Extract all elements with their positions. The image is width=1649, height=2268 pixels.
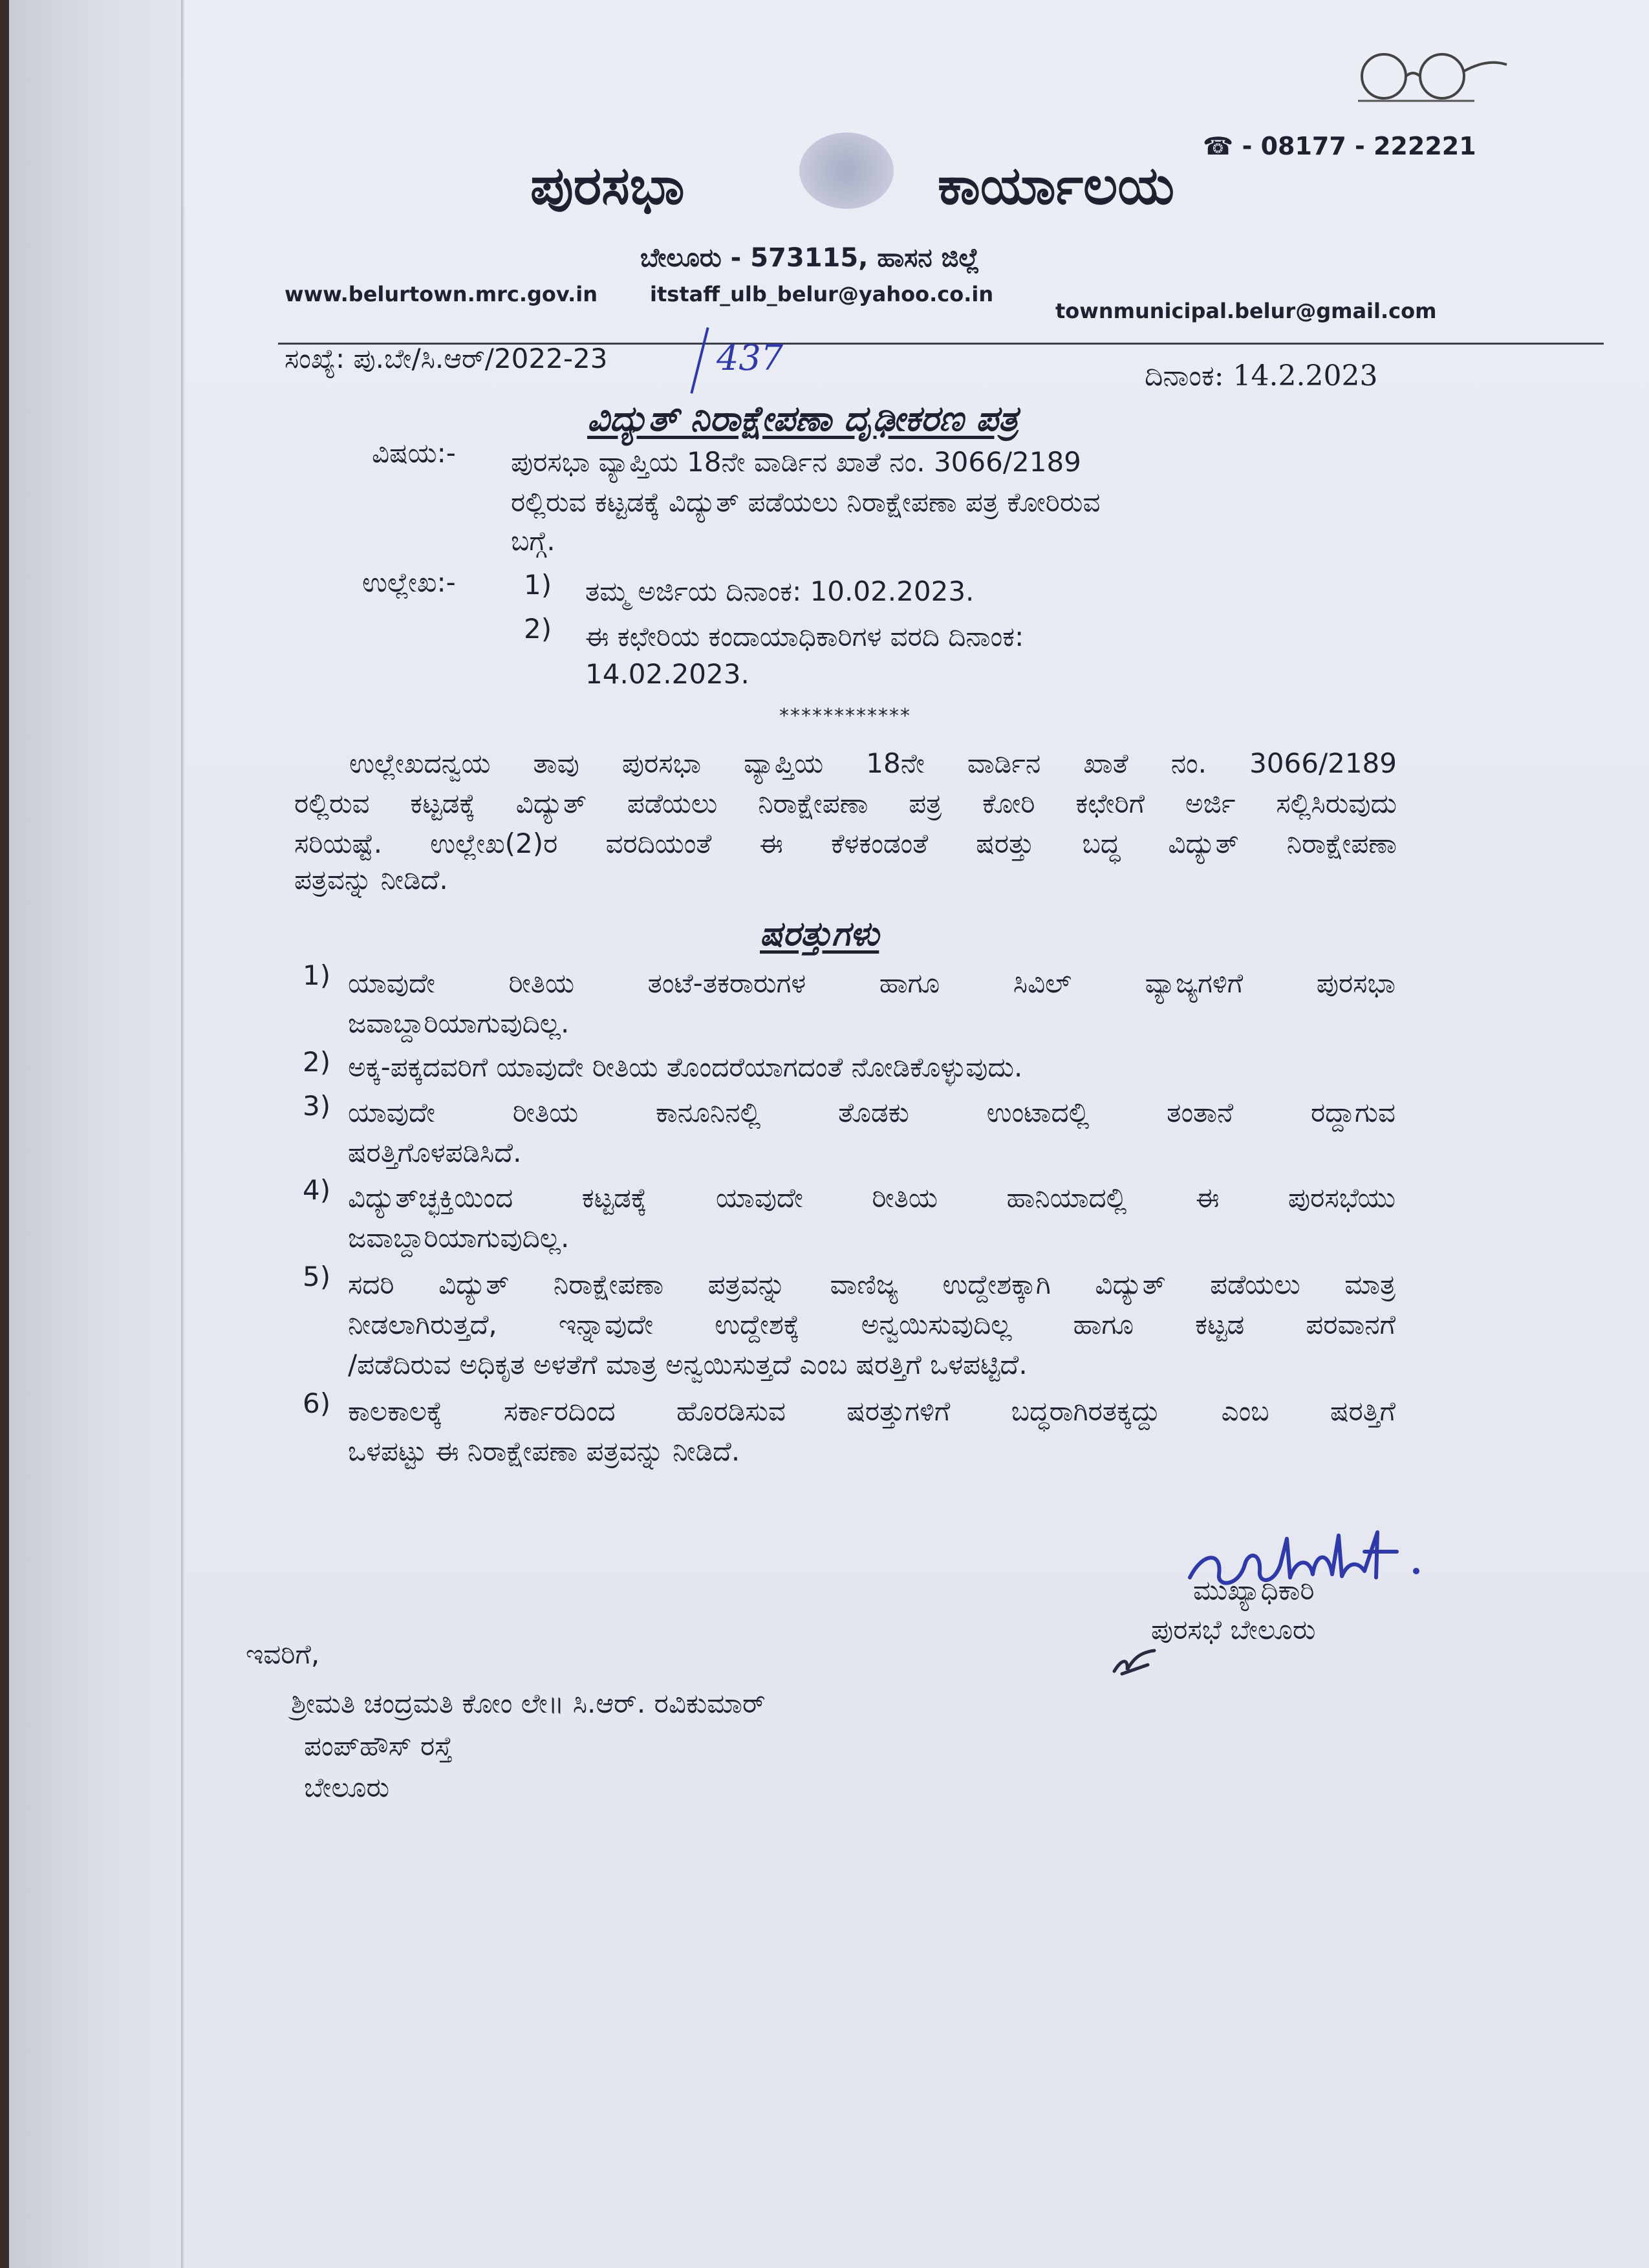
- condition-4-line-1: ವಿದ್ಯುತ್‌ಚ್ಛಕ್ತಿಯಿಂದ ಕಟ್ಟಡಕ್ಕೆ ಯಾವುದೇ ರೀತಿಯ ಹಾನಿಯಾದಲ್ಲಿ ಈ ಪುರಸಭೆಯು: [348, 1182, 1396, 1214]
- paper-fold: [181, 0, 185, 2268]
- subject-label: ವಿಷಯ:-: [372, 437, 456, 469]
- condition-3-num: 3): [303, 1090, 331, 1122]
- reference-2-date: 14.02.2023.: [585, 658, 749, 690]
- letter-date: ದಿನಾಂಕ: 14.2.2023: [1145, 359, 1378, 392]
- signatory-designation: ಮುಖ್ಯಾಧಿಕಾರಿ: [1193, 1574, 1315, 1606]
- phone-number: ☎ - 08177 - 222221: [1203, 132, 1476, 160]
- conditions-title: ಷರತ್ತುಗಳು: [760, 915, 879, 954]
- condition-6-num: 6): [303, 1387, 331, 1419]
- office-title-right: ಕಾರ್ಯಾಲಯ: [938, 155, 1175, 217]
- body-line-3: ಸರಿಯಷ್ಟೆ. ಉಲ್ಲೇಖ(2)ರ ವರದಿಯಂತೆ ಈ ಕೆಳಕಂಡಂತೆ ಷರತ್ತು ಬದ್ಧ ವಿದ್ಯುತ್ ನಿರಾಕ್ಷೇಪಣಾ: [294, 828, 1397, 859]
- reference-2-text: ಈ ಕಛೇರಿಯ ಕಂದಾಯಾಧಿಕಾರಿಗಳ ವರದಿ ದಿನಾಂಕ:: [585, 621, 1024, 652]
- reference-1-text: ತಮ್ಮ ಅರ್ಜಿಯ ದಿನಾಂಕ: 10.02.2023.: [585, 575, 975, 607]
- condition-5-line-3: /ಪಡೆದಿರುವ ಅಧಿಕೃತ ಅಳತೆಗೆ ಮಾತ್ರ ಅನ್ವಯಿಸುತ್ತದೆ ಎಂಬ ಷರತ್ತಿಗೆ ಒಳಪಟ್ಟಿದೆ.: [348, 1349, 1028, 1380]
- condition-1-line-2: ಜವಾಬ್ದಾರಿಯಾಗುವುದಿಲ್ಲ.: [348, 1007, 570, 1039]
- recipient-town: ಬೇಲೂರು: [304, 1771, 390, 1803]
- condition-6-line-1: ಕಾಲಕಾಲಕ್ಕೆ ಸರ್ಕಾರದಿಂದ ಹೊರಡಿಸುವ ಷರತ್ತುಗಳಿಗೆ ಬದ್ಧರಾಗಿರತಕ್ಕದ್ದು ಎಂಬ ಷರತ್ತಿಗೆ: [348, 1395, 1396, 1427]
- condition-4-num: 4): [303, 1174, 331, 1206]
- subject-line-1: ಪುರಸಭಾ ವ್ಯಾಪ್ತಿಯ 18ನೇ ವಾರ್ಡಿನ ಖಾತೆ ನಂ. 3066/2189: [511, 446, 1081, 478]
- office-title-left: ಪುರಸಭಾ: [530, 155, 685, 217]
- handwritten-number: 437: [717, 337, 784, 378]
- reference-2-num: 2): [524, 613, 552, 645]
- separator-stars: ************: [779, 705, 911, 727]
- condition-3-line-1: ಯಾವುದೇ ರೀತಿಯ ಕಾನೂನಿನಲ್ಲಿ ತೊಡಕು ಉಂಟಾದಲ್ಲಿ ತಂತಾನೆ ರದ್ದಾಗುವ: [348, 1097, 1396, 1128]
- email-secondary: townmunicipal.belur@gmail.com: [1055, 299, 1437, 323]
- reference-1-num: 1): [524, 569, 552, 601]
- scan-edge: [0, 0, 9, 2268]
- signatory-office: ಪುರಸಭೆ ಬೇಲೂರು: [1151, 1614, 1316, 1645]
- document-title: ವಿದ್ಯುತ್ ನಿರಾಕ್ಷೇಪಣಾ ದೃಢೀಕರಣ ಪತ್ರ: [587, 398, 1018, 439]
- municipal-emblem-icon: [799, 133, 894, 209]
- condition-6-line-2: ಒಳಪಟ್ಟು ಈ ನಿರಾಕ್ಷೇಪಣಾ ಪತ್ರವನ್ನು ನೀಡಿದೆ.: [348, 1435, 740, 1467]
- condition-2-line-1: ಅಕ್ಕ-ಪಕ್ಕದವರಿಗೆ ಯಾವುದೇ ರೀತಿಯ ತೊಂದರೆಯಾಗದಂತೆ ನೋಡಿಕೊಳ್ಳುವುದು.: [348, 1051, 1023, 1083]
- condition-5-line-1: ಸದರಿ ವಿದ್ಯುತ್ ನಿರಾಕ್ಷೇಪಣಾ ಪತ್ರವನ್ನು ವಾಣಿಜ್ಯ ಉದ್ದೇಶಕ್ಕಾಗಿ ವಿದ್ಯುತ್ ಪಡೆಯಲು ಮಾತ್ರ: [348, 1268, 1396, 1300]
- body-line-1: ಉಲ್ಲೇಖದನ್ವಯ ತಾವು ಪುರಸಭಾ ವ್ಯಾಪ್ತಿಯ 18ನೇ ವಾರ್ಡಿನ ಖಾತೆ ನಂ. 3066/2189: [349, 747, 1397, 779]
- condition-1-line-1: ಯಾವುದೇ ರೀತಿಯ ತಂಟೆ-ತಕರಾರುಗಳ ಹಾಗೂ ಸಿವಿಲ್ ವ್ಯಾಜ್ಯಗಳಿಗೆ ಪುರಸಭಾ: [348, 967, 1396, 999]
- office-address: ಬೇಲೂರು - 573115, ಹಾಸನ ಜಿಲ್ಲೆ: [640, 243, 980, 273]
- swachh-bharat-glasses-icon: [1345, 45, 1513, 110]
- recipient-street: ಪಂಪ್‌ಹೌಸ್ ರಸ್ತೆ: [304, 1730, 453, 1762]
- body-line-2: ರಲ್ಲಿರುವ ಕಟ್ಟಡಕ್ಕೆ ವಿದ್ಯುತ್ ಪಡೆಯಲು ನಿರಾಕ್ಷೇಪಣಾ ಪತ್ರ ಕೋರಿ ಕಛೇರಿಗೆ ಅರ್ಜಿ ಸಲ್ಲಿಸಿರುವುದು: [294, 787, 1397, 819]
- condition-3-line-2: ಷರತ್ತಿಗೊಳಪಡಿಸಿದೆ.: [348, 1137, 522, 1168]
- website: www.belurtown.mrc.gov.in: [285, 282, 598, 306]
- paper-left-margin: [0, 0, 181, 2268]
- recipient-to-label: ಇವರಿಗೆ,: [246, 1638, 320, 1670]
- subject-line-3: ಬಗ್ಗೆ.: [511, 525, 555, 557]
- body-line-4: ಪತ್ರವನ್ನು ನೀಡಿದೆ.: [294, 864, 448, 895]
- recipient-name: ಶ್ರೀಮತಿ ಚಂದ್ರಮತಿ ಕೋಂ ಲೇ॥ ಸಿ.ಆರ್. ರವಿಕುಮಾರ್: [291, 1687, 766, 1719]
- reference-label: ಉಲ್ಲೇಖ:-: [362, 566, 456, 598]
- condition-1-num: 1): [303, 959, 331, 991]
- email-primary: itstaff_ulb_belur@yahoo.co.in: [650, 282, 994, 306]
- condition-2-num: 2): [303, 1046, 331, 1078]
- subject-line-2: ರಲ್ಲಿರುವ ಕಟ್ಟಡಕ್ಕೆ ವಿದ್ಯುತ್ ಪಡೆಯಲು ನಿರಾಕ್ಷೇಪಣಾ ಪತ್ರ ಕೋರಿರುವ: [511, 486, 1101, 518]
- reference-number: ಸಂಖ್ಯೆ: ಪು.ಬೇ/ಸಿ.ಆರ್/2022-23: [285, 343, 608, 374]
- condition-5-num: 5): [303, 1261, 331, 1292]
- initials-mark: [1109, 1645, 1161, 1678]
- condition-4-line-2: ಜವಾಬ್ದಾರಿಯಾಗುವುದಿಲ್ಲ.: [348, 1222, 570, 1254]
- condition-5-line-2: ನೀಡಲಾಗಿರುತ್ತದೆ, ಇನ್ನಾವುದೇ ಉದ್ದೇಶಕ್ಕೆ ಅನ್ವಯಿಸುವುದಿಲ್ಲ ಹಾಗೂ ಕಟ್ಟಡ ಪರವಾನಗೆ: [348, 1309, 1396, 1340]
